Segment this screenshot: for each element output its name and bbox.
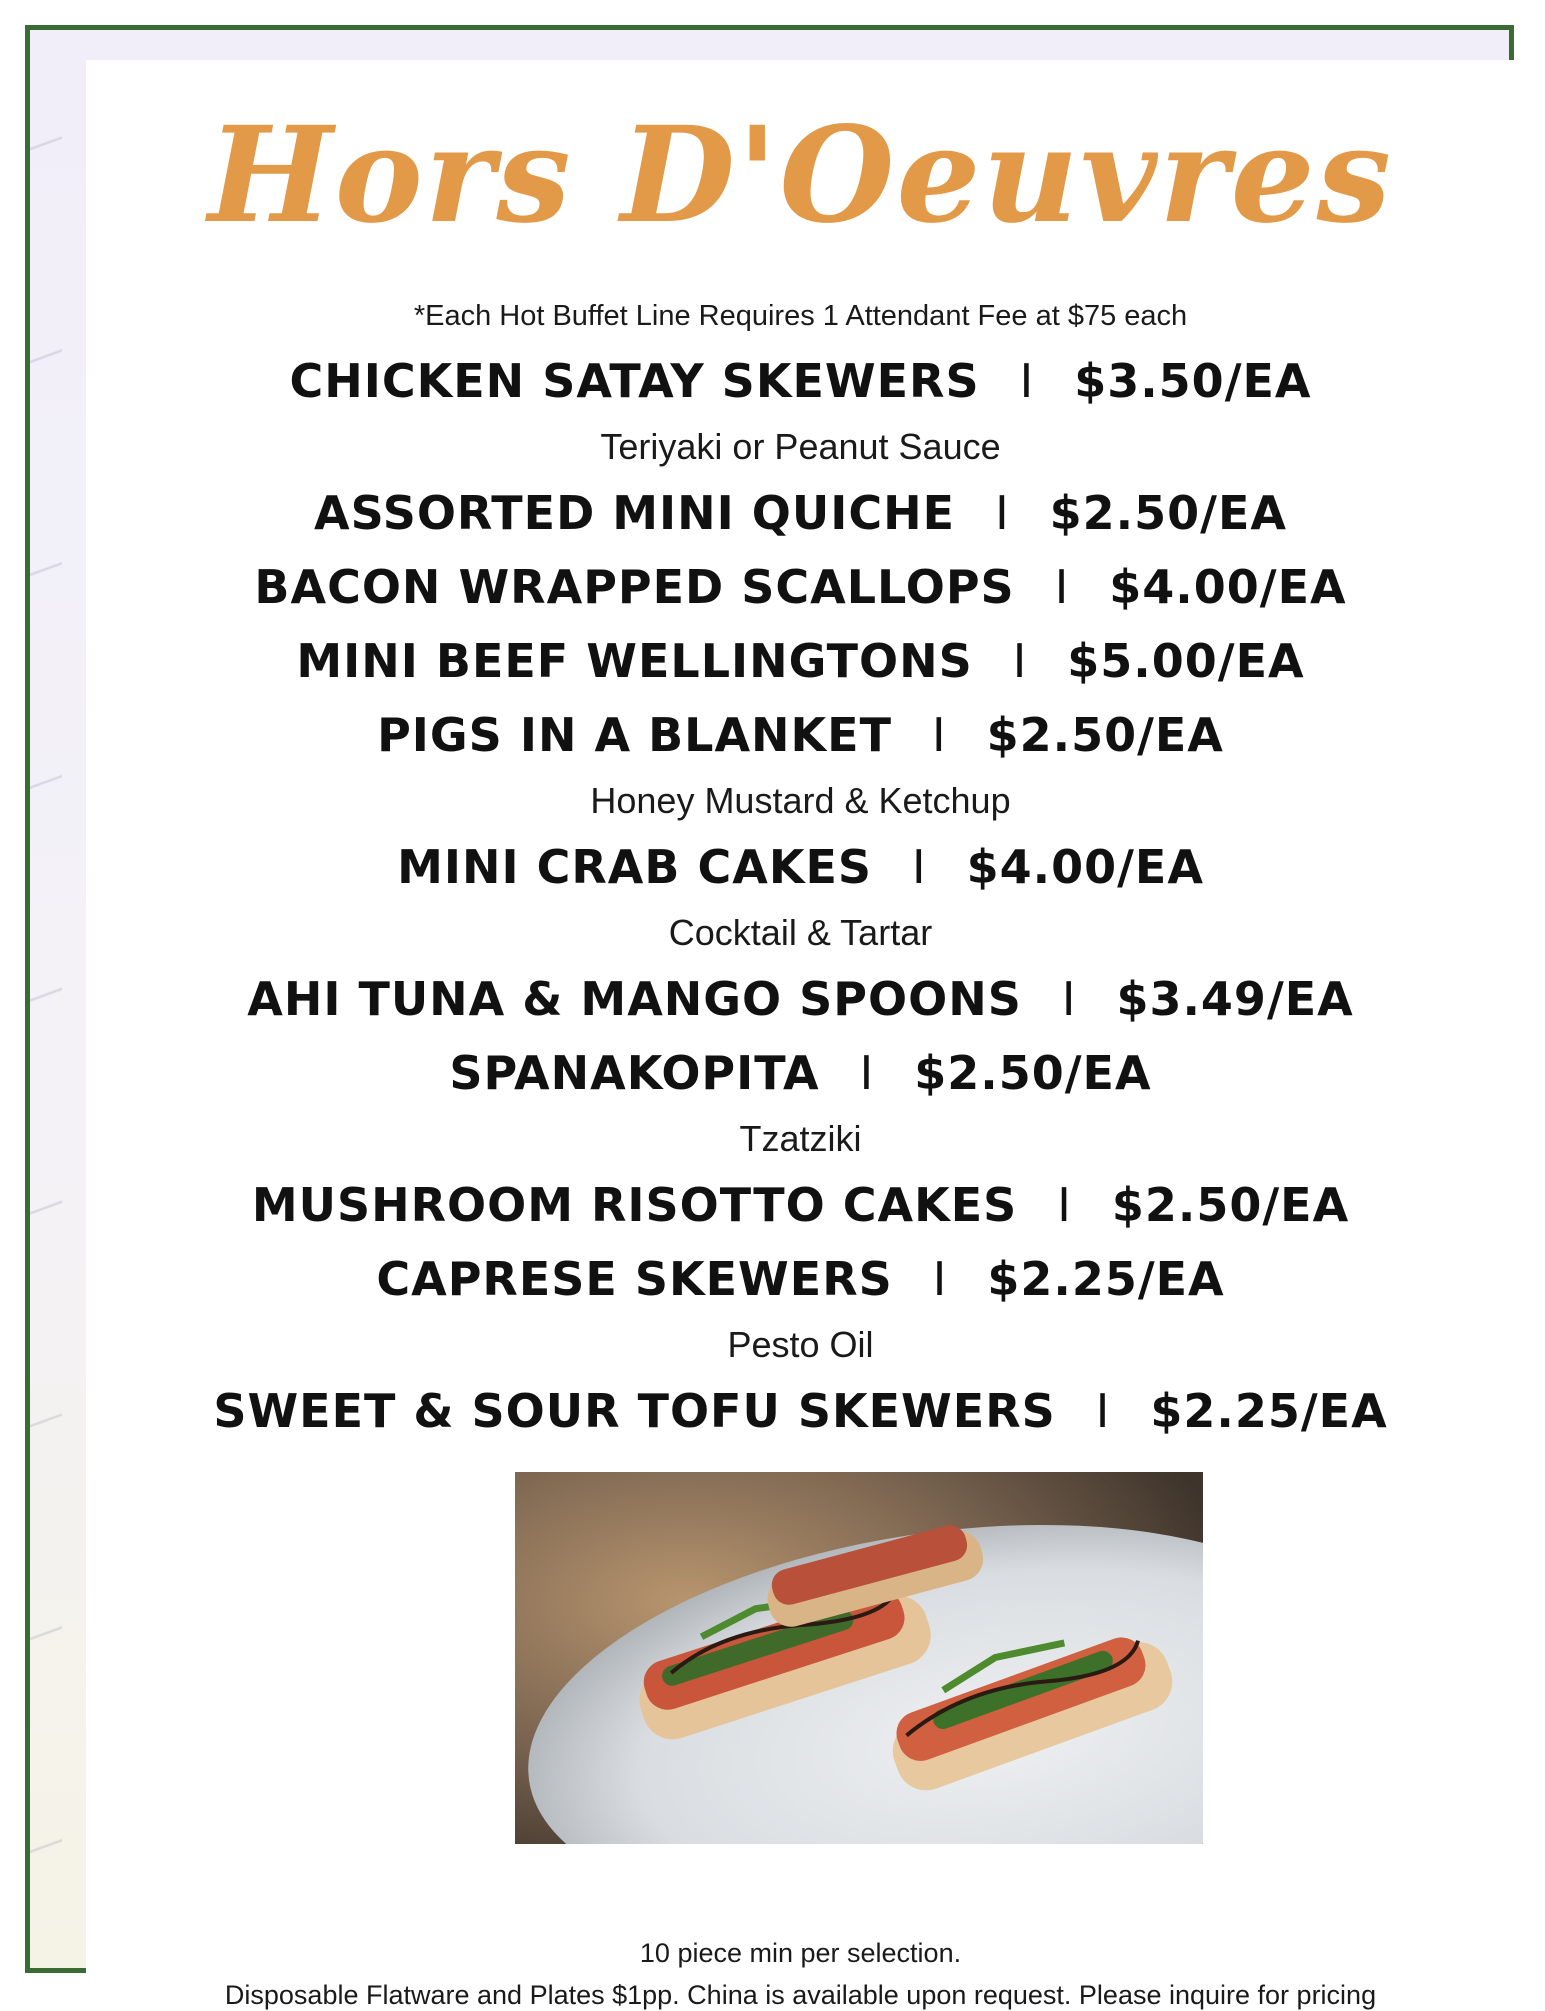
food-photo-illustration [515, 1472, 1203, 1844]
menu-item-sauce: Cocktail & Tartar [668, 912, 933, 953]
menu-item [86, 344, 1515, 418]
menu-item-price: $3.49/EA [1116, 972, 1354, 1026]
menu-item-separator: I [1061, 972, 1077, 1026]
menu-item-separator: I [859, 1046, 875, 1100]
menu-list [86, 344, 1515, 1448]
menu-item-price: $2.50/EA [1049, 486, 1287, 540]
menu-item-name: CHICKEN SATAY SKEWERS [289, 354, 980, 408]
menu-item-sauce: Honey Mustard & Ketchup [590, 780, 1011, 821]
menu-item-name: MUSHROOM RISOTTO CAKES [251, 1178, 1018, 1232]
menu-item [86, 962, 1515, 1036]
menu-item-separator: I [912, 840, 927, 894]
menu-item-price: $2.50/EA [914, 1046, 1152, 1100]
menu-item-separator: I [1012, 634, 1028, 688]
menu-item [86, 1374, 1515, 1448]
menu-item-name: MINI BEEF WELLINGTONS [296, 634, 973, 688]
menu-item [86, 698, 1515, 772]
minimum-order-note: 10 piece min per selection. [639, 1938, 962, 1968]
left-pattern [30, 30, 62, 1968]
menu-item [86, 830, 1515, 904]
menu-item-separator: I [1054, 560, 1070, 614]
menu-item-name: BACON WRAPPED SCALLOPS [254, 560, 1015, 614]
menu-item [86, 1242, 1515, 1316]
content-area [86, 60, 1515, 2010]
flatware-note: Disposable Flatware and Plates $1pp. China is available upon request. Please inquire for pricing [224, 1980, 1377, 2010]
menu-item-price: $2.25/EA [1150, 1384, 1388, 1438]
menu-item-name: SWEET & SOUR TOFU SKEWERS [213, 1384, 1056, 1438]
menu-item-price: $5.00/EA [1067, 634, 1305, 688]
menu-item-separator: I [995, 486, 1010, 540]
menu-item-sauce: Teriyaki or Peanut Sauce [600, 426, 1001, 467]
menu-item-separator: I [1019, 354, 1035, 408]
menu-item-name: CAPRESE SKEWERS [376, 1252, 893, 1306]
menu-item-name: MINI CRAB CAKES [397, 840, 873, 894]
food-photo [515, 1472, 1203, 1844]
menu-item-separator: I [932, 708, 947, 762]
menu-item-separator: I [932, 1252, 948, 1306]
menu-item-price: $2.25/EA [987, 1252, 1225, 1306]
menu-item [86, 624, 1515, 698]
menu-item-price: $4.00/EA [966, 840, 1204, 894]
page-border [25, 25, 1514, 2010]
menu-item [86, 1168, 1515, 1242]
menu-item-price: $2.50/EA [986, 708, 1224, 762]
menu-item-separator: I [1095, 1384, 1111, 1438]
menu-item-separator: I [1057, 1178, 1072, 1232]
menu-item-name: PIGS IN A BLANKET [377, 708, 892, 762]
menu-item-name: AHI TUNA & MANGO SPOONS [247, 972, 1022, 1026]
menu-item-sauce: Pesto Oil [727, 1324, 874, 1365]
attendant-fee-note: *Each Hot Buffet Line Requires 1 Attendant Fee at $75 each [413, 300, 1188, 332]
menu-item [86, 476, 1515, 550]
menu-item-name: ASSORTED MINI QUICHE [314, 486, 956, 540]
menu-item-price: $2.50/EA [1111, 1178, 1350, 1232]
page-title: Hors D'Oeuvres [208, 98, 1393, 253]
menu-item-price: $4.00/EA [1109, 560, 1347, 614]
menu-item-price: $3.50/EA [1074, 354, 1312, 408]
menu-item-name: SPANAKOPITA [449, 1046, 820, 1100]
menu-item [86, 1036, 1515, 1110]
menu-item-sauce: Tzatziki [739, 1118, 862, 1159]
menu-item [86, 550, 1515, 624]
